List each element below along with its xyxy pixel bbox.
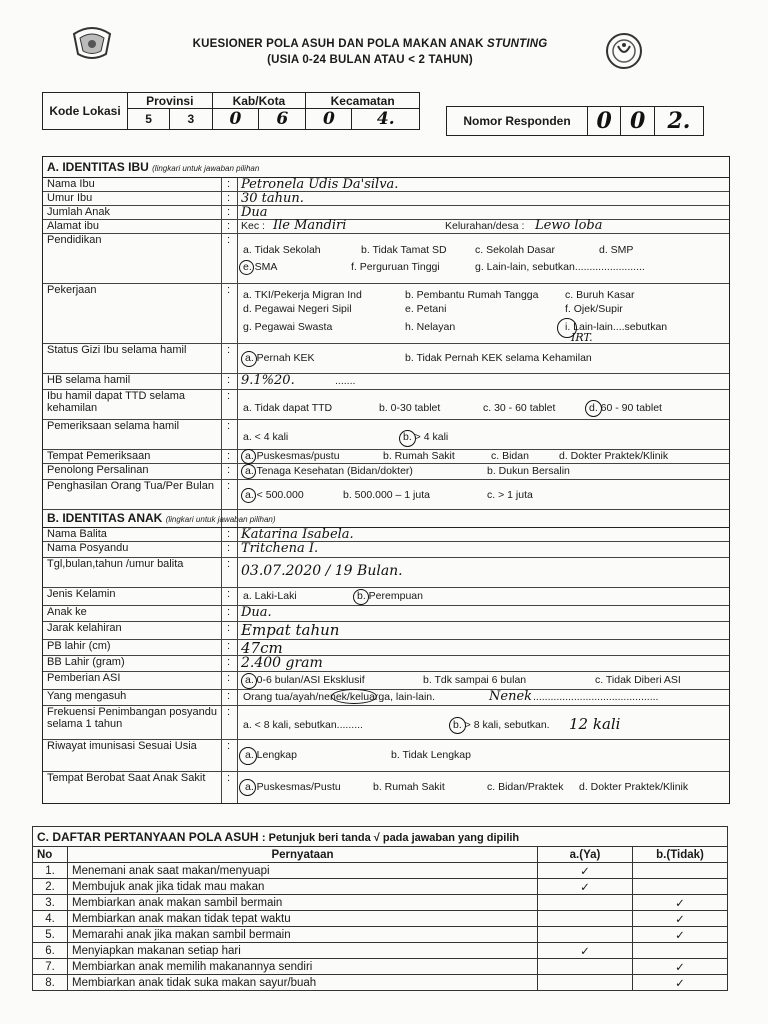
row-no: 3.: [33, 895, 68, 911]
option-frekuensi-selected[interactable]: b. > 8 kali, sebutkan.: [453, 719, 550, 731]
row-penghasilan: Penghasilan Orang Tua/Per Bulan : a. < 500.000 b. 500.000 – 1 juta c. > 1 juta: [43, 479, 729, 510]
row-question: Membiarkan anak makan tidak tepat waktu: [68, 911, 538, 927]
row-question: Menyiapkan makanan setiap hari: [68, 943, 538, 959]
label-jarak: Jarak kelahiran: [47, 622, 122, 634]
kode-digit[interactable]: 4.: [352, 109, 420, 130]
option-mengasuh[interactable]: Orang tua/ayah/nenek/keluarga, lain-lain.: [243, 691, 436, 703]
value-kelurahan[interactable]: Lewo loba: [535, 218, 603, 233]
col-ya: a.(Ya): [538, 847, 633, 863]
table-row: [33, 863, 728, 879]
label-alamat: Alamat ibu: [47, 220, 99, 232]
col-pernyataan: Pernyataan: [68, 847, 538, 863]
responden-digit[interactable]: 0: [588, 107, 621, 136]
row-jenis-kelamin: Jenis Kelamin : a. Laki-Laki b. Perempuan: [43, 587, 729, 606]
label-umur-ibu: Umur Ibu: [47, 192, 93, 204]
responden-digit[interactable]: 0: [621, 107, 654, 136]
option-berobat[interactable]: c. Bidan/Praktek: [487, 781, 564, 793]
document-title: [150, 36, 590, 68]
row-no: 8.: [33, 975, 68, 991]
section-a-note: (lingkari untuk jawaban pilihan: [152, 164, 260, 173]
row-tidak-check[interactable]: [633, 943, 728, 959]
row-berobat: Tempat Berobat Saat Anak Sakit : a. Puskesmas/Pustu b. Rumah Sakit c. Bidan/Praktek d. Dokter Praktek/Klinik: [43, 771, 729, 802]
row-ya-check[interactable]: [538, 975, 633, 991]
option-pendidikan-selected[interactable]: e. SMA: [243, 261, 278, 273]
value-bb[interactable]: 2.400 gram: [241, 655, 323, 671]
label-bb: BB Lahir (gram): [47, 656, 125, 668]
option-pekerjaan[interactable]: b. Pembantu Rumah Tangga: [405, 289, 539, 301]
row-ya-check[interactable]: [538, 959, 633, 975]
value-pekerjaan-lain[interactable]: IRT.: [571, 331, 593, 344]
row-tgl: Tgl,bulan,tahun /umur balita : 03.07.2020 / 19 Bulan.: [43, 557, 729, 588]
value-nama-posyandu[interactable]: Tritchena I.: [241, 541, 319, 556]
value-mengasuh[interactable]: Nenek: [489, 689, 533, 704]
value-nama-balita[interactable]: Katarina Isabela.: [241, 527, 354, 542]
kode-digit[interactable]: 0: [212, 109, 259, 130]
option-jenis-kelamin[interactable]: a. Laki-Laki: [243, 590, 297, 602]
pola-asuh-table: [32, 826, 728, 991]
label-frekuensi: Frekuensi Penimbangan posyandu selama 1 tahun: [47, 706, 218, 730]
hb-dots: .......: [335, 375, 356, 387]
row-tidak-check[interactable]: ✓: [633, 911, 728, 927]
row-tempat: Tempat Pemeriksaan : a. Puskesmas/pustu b. Rumah Sakit c. Bidan d. Dokter Praktek/Klinik: [43, 449, 729, 464]
label-tempat: Tempat Pemeriksaan: [47, 450, 151, 462]
left-logo-icon: [70, 24, 114, 62]
title-line-1: KUESIONER POLA ASUH DAN POLA MAKAN ANAK: [192, 38, 484, 50]
label-penolong: Penolong Persalinan: [47, 464, 149, 476]
row-bb: BB Lahir (gram) : 2.400 gram: [43, 655, 729, 672]
value-hb[interactable]: 9.1%20.: [241, 373, 295, 388]
nomor-responden-label: Nomor Responden: [447, 107, 588, 136]
row-ya-check[interactable]: ✓: [538, 863, 633, 879]
option-pemeriksaan[interactable]: a. < 4 kali: [243, 431, 289, 443]
table-row: [33, 895, 728, 911]
option-berobat[interactable]: d. Dokter Praktek/Klinik: [579, 781, 689, 793]
row-tidak-check[interactable]: [633, 863, 728, 879]
row-tidak-check[interactable]: ✓: [633, 975, 728, 991]
option-penghasilan[interactable]: b. 500.000 – 1 juta: [343, 489, 430, 501]
label-hb: HB selama hamil: [47, 374, 131, 386]
row-pb: PB lahir (cm) : 47cm: [43, 639, 729, 656]
row-no: 4.: [33, 911, 68, 927]
table-row: [33, 927, 728, 943]
label-penghasilan: Penghasilan Orang Tua/Per Bulan: [47, 480, 214, 492]
option-imunisasi[interactable]: b. Tidak Lengkap: [391, 749, 471, 761]
label-status-gizi: Status Gizi Ibu selama hamil: [47, 344, 187, 356]
row-jumlah-anak: Jumlah Anak : Dua: [43, 205, 729, 220]
row-ttd: Ibu hamil dapat TTD selama kehamilan : a. Tidak dapat TTD b. 0-30 tablet c. 30 - 60 tablet d. 60 - 90 tablet: [43, 389, 729, 420]
option-tempat[interactable]: b. Rumah Sakit: [383, 450, 455, 462]
row-tidak-check[interactable]: ✓: [633, 927, 728, 943]
row-tidak-check[interactable]: ✓: [633, 895, 728, 911]
right-logo-icon: [602, 32, 646, 70]
option-asi-selected[interactable]: a. 0-6 bulan/ASI Eksklusif: [245, 674, 365, 686]
row-question: Membujuk anak jika tidak mau makan: [68, 879, 538, 895]
option-status-gizi-selected[interactable]: a. Pernah KEK: [245, 352, 315, 364]
label-pemeriksaan: Pemeriksaan selama hamil: [47, 420, 180, 432]
label-imunisasi: Riwayat imunisasi Sesuai Usia: [47, 740, 197, 752]
value-pb[interactable]: 47cm: [241, 639, 283, 657]
row-umur-ibu: Umur Ibu : 30 tahun.: [43, 191, 729, 206]
label-jumlah-anak: Jumlah Anak: [47, 206, 110, 218]
label-anak-ke: Anak ke: [47, 606, 87, 618]
value-frekuensi[interactable]: 12 kali: [569, 715, 621, 733]
option-frekuensi[interactable]: a. < 8 kali, sebutkan.........: [243, 719, 363, 731]
row-tidak-check[interactable]: ✓: [633, 959, 728, 975]
option-pekerjaan[interactable]: h. Nelayan: [405, 321, 456, 333]
label-pendidikan: Pendidikan: [47, 234, 102, 246]
kode-digit[interactable]: 6: [259, 109, 306, 130]
row-ya-check[interactable]: ✓: [538, 943, 633, 959]
responden-digit[interactable]: 2.: [654, 107, 703, 136]
row-ya-check[interactable]: ✓: [538, 879, 633, 895]
kabkota-label: Kab/Kota: [212, 93, 306, 109]
row-tidak-check[interactable]: [633, 879, 728, 895]
value-anak-ke[interactable]: Dua.: [241, 605, 272, 620]
row-pemeriksaan: Pemeriksaan selama hamil : a. < 4 kali b. > 4 kali: [43, 419, 729, 450]
option-pendidikan[interactable]: b. Tidak Tamat SD: [361, 244, 447, 256]
table-row: [33, 975, 728, 991]
table-row: [33, 943, 728, 959]
section-c-header: [33, 827, 728, 847]
option-ttd[interactable]: c. 30 - 60 tablet: [483, 402, 556, 414]
label-berobat: Tempat Berobat Saat Anak Sakit: [47, 772, 206, 784]
label-pb: PB lahir (cm): [47, 640, 111, 652]
col-no: No: [33, 847, 68, 863]
kode-lokasi-label: Kode Lokasi: [43, 93, 128, 130]
label-kelurahan: Kelurahan/desa :: [445, 220, 525, 232]
label-mengasuh: Yang mengasuh: [47, 690, 127, 702]
row-nama-ibu: Nama Ibu : Petronela Udis Da'silva.: [43, 177, 729, 192]
label-nama-posyandu: Nama Posyandu: [47, 542, 129, 554]
identity-form: [42, 156, 730, 804]
title-italic: STUNTING: [487, 38, 548, 50]
section-a-header: [43, 157, 729, 178]
row-question: Memarahi anak jika makan sambil bermain: [68, 927, 538, 943]
col-tidak: b.(Tidak): [633, 847, 728, 863]
option-tempat[interactable]: d. Dokter Praktek/Klinik: [559, 450, 669, 462]
value-jarak[interactable]: Empat tahun: [241, 621, 340, 639]
row-no: 1.: [33, 863, 68, 879]
option-pendidikan[interactable]: f. Perguruan Tinggi: [351, 261, 440, 273]
title-line-2: (USIA 0-24 BULAN ATAU < 2 TAHUN): [267, 54, 473, 66]
option-ttd-selected[interactable]: d. 60 - 90 tablet: [589, 402, 662, 414]
label-nama-ibu: Nama Ibu: [47, 178, 95, 190]
row-ya-check[interactable]: [538, 895, 633, 911]
option-pekerjaan[interactable]: d. Pegawai Negeri Sipil: [243, 303, 352, 315]
option-pendidikan[interactable]: d. SMP: [599, 244, 634, 256]
option-tempat[interactable]: c. Bidan: [491, 450, 529, 462]
row-no: 2.: [33, 879, 68, 895]
option-pekerjaan[interactable]: f. Ojek/Supir: [565, 303, 623, 315]
kode-digit[interactable]: 5: [128, 109, 170, 130]
option-pekerjaan-selected[interactable]: i. Lain-lain....sebutkan: [565, 321, 668, 333]
option-asi[interactable]: c. Tidak Diberi ASI: [595, 674, 681, 686]
option-tempat-selected[interactable]: a. Puskesmas/pustu: [245, 450, 340, 462]
row-no: 5.: [33, 927, 68, 943]
option-pendidikan[interactable]: a. Tidak Sekolah: [243, 244, 321, 256]
label-kec: Kec :: [241, 220, 265, 232]
row-question: Membiarkan anak makan sambil bermain: [68, 895, 538, 911]
table-row: [33, 959, 728, 975]
option-penolong[interactable]: b. Dukun Bersalin: [487, 465, 570, 477]
row-no: 7.: [33, 959, 68, 975]
kode-lokasi-table: [42, 92, 420, 130]
option-pekerjaan[interactable]: e. Petani: [405, 303, 447, 315]
option-penghasilan-selected[interactable]: a. < 500.000: [245, 489, 304, 501]
label-tgl: Tgl,bulan,tahun /umur balita: [47, 558, 184, 570]
table-row: [33, 911, 728, 927]
option-berobat[interactable]: b. Rumah Sakit: [373, 781, 445, 793]
option-penghasilan[interactable]: c. > 1 juta: [487, 489, 533, 501]
row-question: Menemani anak saat makan/menyuapi: [68, 863, 538, 879]
kecamatan-label: Kecamatan: [306, 93, 420, 109]
row-question: Membiarkan anak tidak suka makan sayur/buah: [68, 975, 538, 991]
label-pekerjaan: Pekerjaan: [47, 284, 97, 296]
value-jumlah-anak[interactable]: Dua: [241, 205, 268, 220]
row-hb: HB selama hamil : 9.1%20. .......: [43, 373, 729, 390]
mengasuh-dots: ...........................................: [533, 691, 659, 703]
row-pekerjaan: Pekerjaan : a. TKI/Pekerja Migran Ind b. Pembantu Rumah Tangga c. Buruh Kasar d. Pegawai Negeri Sipil e. Petani f. Ojek/Supir g. Pegawai Swasta h. Nelayan i. Lain-lain....sebutkan IRT.: [43, 283, 729, 344]
option-pekerjaan[interactable]: g. Pegawai Swasta: [243, 321, 333, 333]
option-jenis-kelamin-selected[interactable]: b. Perempuan: [357, 590, 423, 602]
value-nama-ibu[interactable]: Petronela Udis Da'silva.: [241, 177, 399, 192]
row-anak-ke: Anak ke : Dua.: [43, 605, 729, 622]
kode-digit[interactable]: 0: [306, 109, 352, 130]
selected-circle: [331, 689, 377, 704]
value-kec[interactable]: Ile Mandiri: [273, 218, 347, 233]
option-pendidikan[interactable]: c. Sekolah Dasar: [475, 244, 555, 256]
row-jarak: Jarak kelahiran : Empat tahun: [43, 621, 729, 640]
option-penolong-selected[interactable]: a. Tenaga Kesehatan (Bidan/dokter): [245, 465, 413, 477]
option-ttd[interactable]: a. Tidak dapat TTD: [243, 402, 333, 414]
option-pekerjaan[interactable]: c. Buruh Kasar: [565, 289, 635, 301]
label-nama-balita: Nama Balita: [47, 528, 107, 540]
option-pendidikan[interactable]: g. Lain-lain, sebutkan........................: [475, 261, 645, 273]
row-alamat: Alamat ibu : Kec : Ile Mandiri Kelurahan/desa : Lewo loba: [43, 219, 729, 234]
option-status-gizi[interactable]: b. Tidak Pernah KEK selama Kehamilan: [405, 352, 592, 364]
kode-digit[interactable]: 3: [170, 109, 212, 130]
section-b-note: (lingkari untuk jawaban pilihan): [165, 515, 276, 524]
row-nama-balita: Nama Balita : Katarina Isabela.: [43, 527, 729, 542]
label-jenis-kelamin: Jenis Kelamin: [47, 588, 116, 600]
label-ttd: Ibu hamil dapat TTD selama kehamilan: [47, 390, 185, 414]
row-frekuensi: Frekuensi Penimbangan posyandu selama 1 tahun : a. < 8 kali, sebutkan......... b. > 8 kali, sebutkan. 12 kali: [43, 705, 729, 740]
section-a-title: A. IDENTITAS IBU: [47, 160, 149, 174]
option-pekerjaan[interactable]: a. TKI/Pekerja Migran Ind: [243, 289, 362, 301]
row-asi: Pemberian ASI : a. 0-6 bulan/ASI Eksklusif b. Tdk sampai 6 bulan c. Tidak Diberi ASI: [43, 671, 729, 690]
row-ya-check[interactable]: [538, 911, 633, 927]
value-tgl[interactable]: 03.07.2020 / 19 Bulan.: [241, 563, 403, 579]
label-asi: Pemberian ASI: [47, 672, 121, 684]
provinsi-label: Provinsi: [128, 93, 213, 109]
row-mengasuh: Yang mengasuh : Orang tua/ayah/nenek/keluarga, lain-lain. Nenek ...........................................: [43, 689, 729, 706]
row-nama-posyandu: Nama Posyandu : Tritchena I.: [43, 541, 729, 558]
row-no: 6.: [33, 943, 68, 959]
option-pemeriksaan-selected[interactable]: b. > 4 kali: [403, 431, 449, 443]
section-c-title: C. DAFTAR PERTANYAAN POLA ASUH: [37, 829, 259, 844]
nomor-responden-table: [446, 106, 704, 136]
option-ttd[interactable]: b. 0-30 tablet: [379, 402, 441, 414]
row-penolong: Penolong Persalinan : a. Tenaga Kesehatan (Bidan/dokter) b. Dukun Bersalin: [43, 463, 729, 480]
row-pendidikan: Pendidikan : a. Tidak Sekolah b. Tidak Tamat SD c. Sekolah Dasar d. SMP e. SMA f. Perguruan Tinggi g. Lain-lain, sebutkan........................: [43, 233, 729, 284]
section-b-title: B. IDENTITAS ANAK: [47, 511, 163, 525]
table-row: [33, 879, 728, 895]
row-imunisasi: Riwayat imunisasi Sesuai Usia : a. Lengkap b. Tidak Lengkap: [43, 739, 729, 772]
value-umur-ibu[interactable]: 30 tahun.: [241, 191, 304, 206]
option-berobat-selected[interactable]: a. Puskesmas/Pustu: [245, 781, 341, 793]
option-asi[interactable]: b. Tdk sampai 6 bulan: [423, 674, 527, 686]
section-b-header: [43, 509, 729, 528]
row-ya-check[interactable]: [538, 927, 633, 943]
section-c-instruction: : Petunjuk beri tanda √ pada jawaban yang dipilih: [261, 831, 520, 844]
option-imunisasi-selected[interactable]: a. Lengkap: [245, 749, 297, 761]
row-question: Membiarkan anak memilih makanannya sendiri: [68, 959, 538, 975]
row-status-gizi: Status Gizi Ibu selama hamil : a. Pernah KEK b. Tidak Pernah KEK selama Kehamilan: [43, 343, 729, 374]
